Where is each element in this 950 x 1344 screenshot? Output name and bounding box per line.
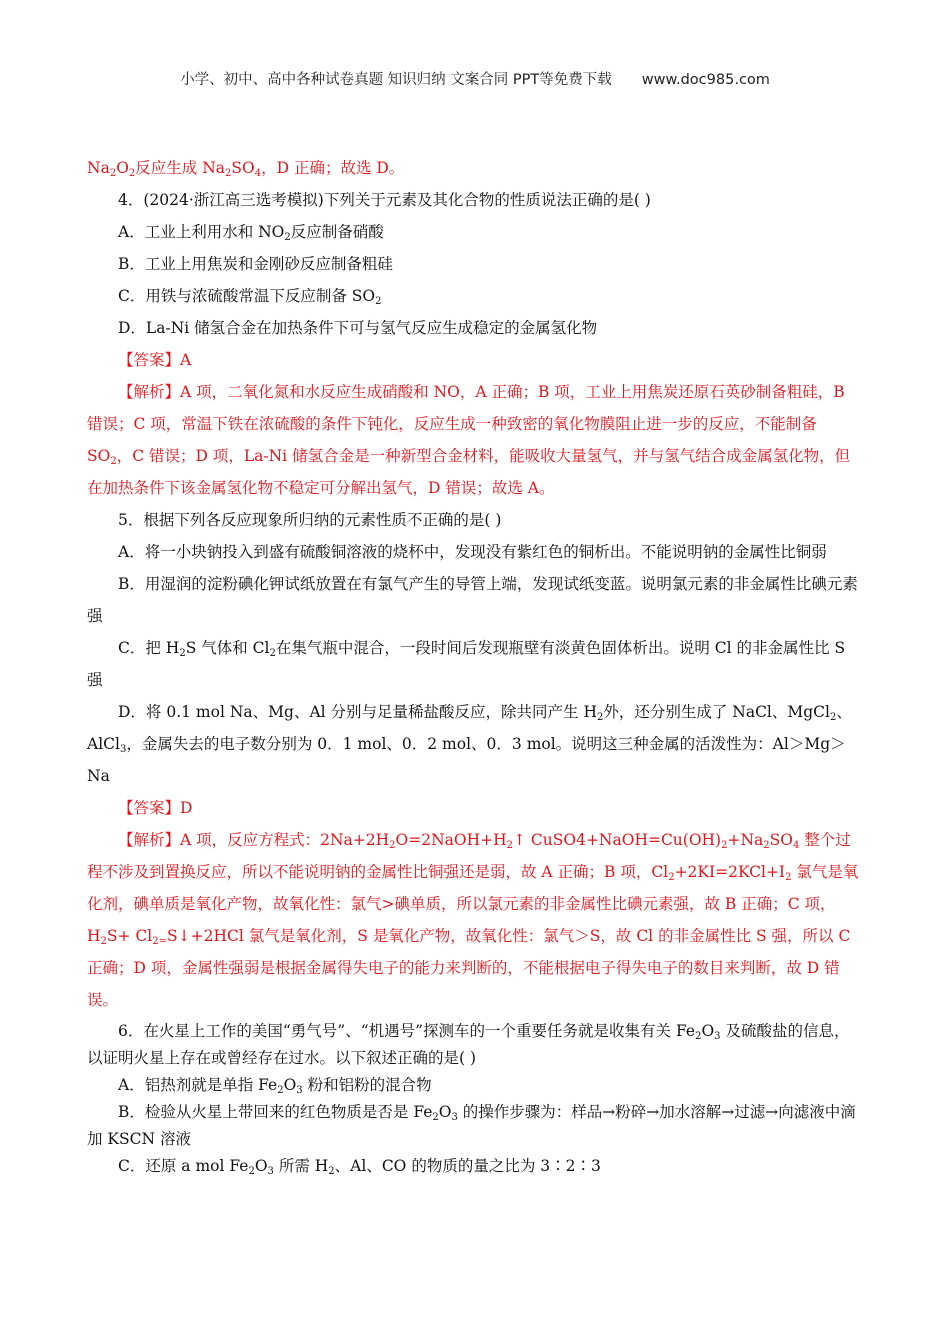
q6-stem: 6．在火星上工作的美国“勇气号”、“机遇号”探测车的一个重要任务就是收集有关 $Fe_2O_3$ 及硫酸盐的信息，以证明火星上存在或曾经存在过水。以下叙述正确的是( ) xyxy=(87,1022,850,1067)
previous-answer-tail: $Na_2O_2$反应生成 $Na_2SO_4$，D 正确；故选 D。 xyxy=(87,159,405,179)
document-body xyxy=(87,152,863,1180)
q6-option-c: C．还原 a mol $Fe_2O_3$ 所需 $H_2$、Al、CO 的物质的量之比为 3∶2∶3 xyxy=(118,1157,601,1177)
header-url[interactable]: www.doc985.com xyxy=(641,72,770,88)
q5-explanation: 【解析】A 项，反应方程式：$2Na+2H_2O=2NaOH+H_2↑$ $CuSO4+NaOH=Cu(OH)_2+Na_2SO_4$ 整个过程不涉及到置换反应，所以不能说明钠的金属性比铜强还是弱，故 A 正确；B 项，$Cl_2+2KI=2KCl+I_2$ 氯气是氧化剂，碘单质是氧化产物，故氧化性：氯气>碘单质，所以氯元素的非金属性比碘元素强，故 B 正确；C 项，$H_2S+$ $Cl_{2=}S↓+2HCl$ 氯气是氧化剂，S 是氧化产物，故氧化性：氯气＞S，故 Cl 的非金属性比 S 强，所以 C 正确；D 项，金属性强弱是根据金属得失电子的能力来判断的，不能根据电子得失电子的数目来判断，故 D 错误。 xyxy=(87,831,859,1009)
header-text: 小学、初中、高中各种试卷真题 知识归纳 文案合同 PPT等免费下载 xyxy=(180,72,612,88)
q6-option-a: A．铝热剂就是单指 $Fe_2O_3$ 粉和铝粉的混合物 xyxy=(118,1076,432,1096)
question-6 xyxy=(87,1018,863,1180)
q4-option-b: B．工业上用焦炭和金刚砂反应制备粗硅 xyxy=(118,255,393,273)
q5-option-d: D．将 0.1 mol Na、Mg、Al 分别与足量稀盐酸反应，除共同产生 $H_2$外，还分别生成了 NaCl、MgCl$_2$、AlCl$_3$，金属失去的电子数分别为 0．1 mol、0．2 mol、0．3 mol。说明这三种金属的活泼性为：Al＞Mg＞Na xyxy=(87,703,852,785)
q6-option-b: B．检验从火星上带回来的红色物质是否是 $Fe_2O_3$ 的操作步骤为：样品→粉碎→加水溶解→过滤→向滤液中滴加 KSCN 溶液 xyxy=(87,1103,856,1148)
q5-option-b: B．用湿润的淀粉碘化钾试纸放置在有氯气产生的导管上端，发现试纸变蓝。说明氯元素的非金属性比碘元素强 xyxy=(87,575,858,625)
q5-option-c: C．把 $H_2S$ 气体和 $Cl_2$在集气瓶中混合，一段时间后发现瓶壁有淡黄色固体析出。说明 Cl 的非金属性比 S 强 xyxy=(87,639,846,689)
q4-stem: 4．(2024·浙江高三选考模拟)下列关于元素及其化合物的性质说法正确的是( ) xyxy=(118,191,651,209)
page-header xyxy=(0,68,950,89)
q4-explanation: 【解析】A 项，二氧化氮和水反应生成硝酸和 NO，A 正确；B 项，工业上用焦炭还原石英砂制备粗硅，B 错误；C 项，常温下铁在浓硫酸的条件下钝化，反应生成一种致密的氧化物膜阻止进一步的反应，不能制备 $SO_2$，C 错误；D 项，La-Ni 储氢合金是一种新型合金材料，能吸收大量氢气，并与氢气结合成金属氢化物，但在加热条件下该金属氢化物不稳定可分解出氢气，D 错误；故选 A。 xyxy=(87,383,851,497)
q4-answer: 【答案】A xyxy=(118,351,192,369)
q4-option-a: A．工业上利用水和 $NO_2$反应制备硝酸 xyxy=(118,223,384,243)
q4-option-c: C．用铁与浓硫酸常温下反应制备 $SO_2$ xyxy=(118,287,382,307)
q4-option-d: D．La-Ni 储氢合金在加热条件下可与氢气反应生成稳定的金属氢化物 xyxy=(118,319,598,337)
q5-stem: 5．根据下列各反应现象所归纳的元素性质不正确的是( ) xyxy=(118,511,502,529)
q5-option-a: A．将一小块钠投入到盛有硫酸铜溶液的烧杯中，发现没有紫红色的铜析出。不能说明钠的金属性比铜弱 xyxy=(118,543,827,561)
q5-answer: 【答案】D xyxy=(118,799,193,817)
